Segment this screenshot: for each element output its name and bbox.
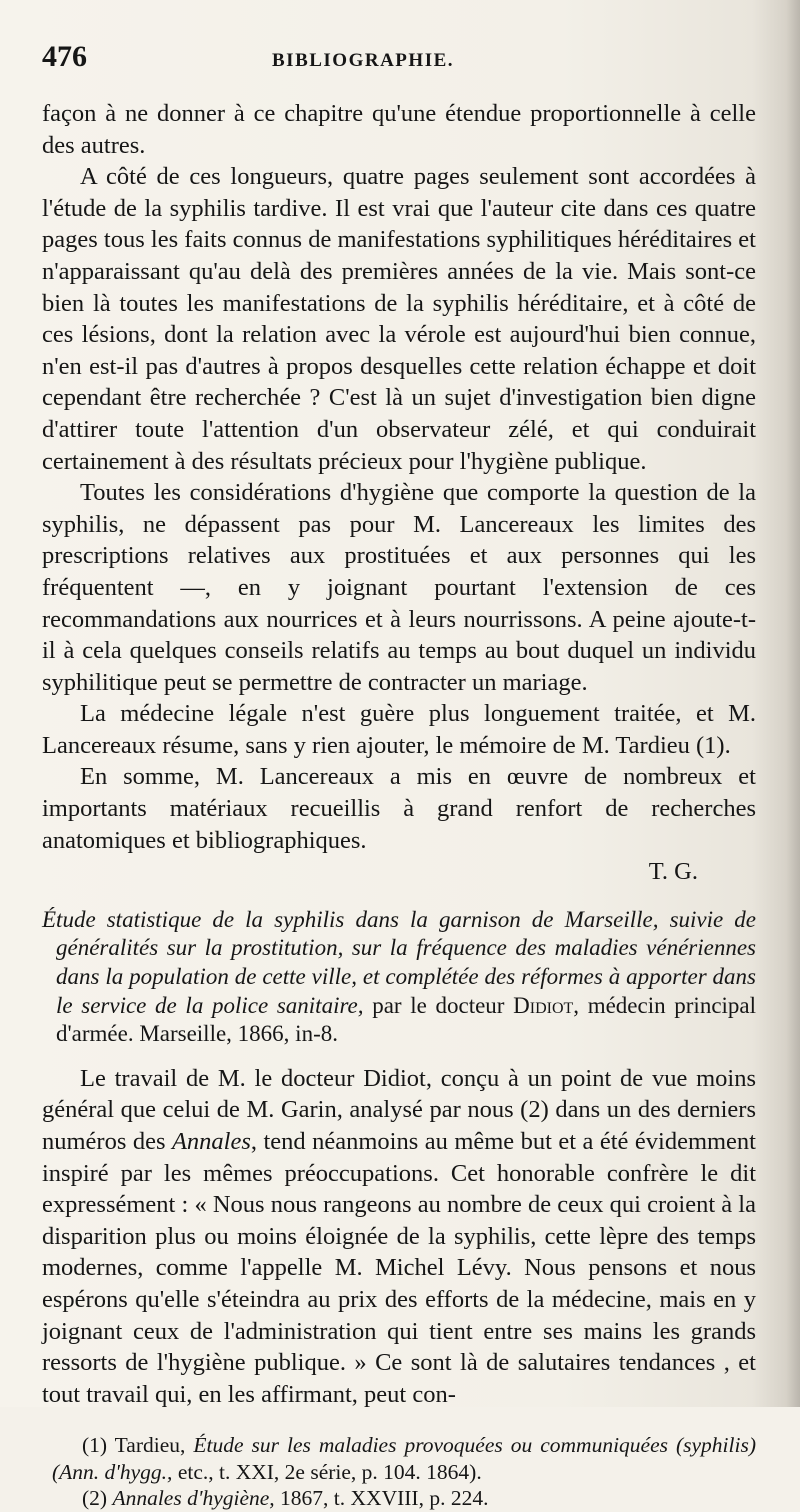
footnote-2 bbox=[52, 1485, 756, 1512]
book-title: Étude statistique de la syphilis dans la garnison de Marseille, suivie de généralités sur la prostitution, sur la fréquence des maladies vénériennes dans la population de cette ville, et complétée des réformes à apporter dans le service de la police sanitaire, bbox=[42, 906, 756, 1018]
signature-line bbox=[42, 856, 756, 888]
page-number: 476 bbox=[42, 40, 87, 73]
paragraph-didiot-review bbox=[42, 1063, 756, 1411]
review-italic-annales: Annales bbox=[171, 1128, 251, 1155]
footnote-2-rest: 1867, t. XXVIII, p. 224. bbox=[280, 1486, 489, 1511]
paragraph-late-syphilis: A côté de ces longueurs, quatre pages seulement sont accordées à l'étude de la syphilis tardive. Il est vrai que l'auteur cite dans ces quatre pages tous les faits connus de manifestations syphilitiques héréditaires et n'apparaissant qu'au delà des premières années de la vie. Mais sont-ce bien là toutes les manifestations de la syphilis héréditaire, et à côté de ces lésions, dont la relation avec la vérole est aujourd'hui bien connue, n'en est-il pas d'autres à propos desquelles cette relation échappe et doit cependant être recherchée ? C'est là un sujet d'investigation bien digne d'attirer toute l'attention d'un observateur zélé, et qui conduirait certainement à des résultats précieux pour l'hygiène publique. bbox=[42, 163, 756, 475]
footnote-1-author: Tardieu, bbox=[114, 1433, 186, 1458]
second-review bbox=[42, 1063, 756, 1411]
review-text-1: Le travail de M. le docteur Didiot, conçu à un point de vue moins général que celui de M. Garin, analysé par nous (2) dans un des derniers numéros des bbox=[42, 1064, 756, 1155]
footnote-1-marker: (1) bbox=[82, 1433, 108, 1458]
footnote-2-journal: Annales d'hygiène, bbox=[112, 1486, 275, 1511]
running-title: BIBLIOGRAPHIE. bbox=[272, 50, 455, 71]
reviewer-signature: T. G. bbox=[648, 858, 698, 886]
conclusion-text: En somme, M. Lancereaux a mis en œuvre de nombreux et importants matériaux recueillis à grand renfort de recherches anatomiques et bibliographiques. bbox=[42, 763, 756, 854]
book-details: , médecin principal d'armée. Marseille, 1866, in-8. bbox=[56, 992, 757, 1047]
footnote-1-journal: (Ann. d'hygg., bbox=[52, 1459, 173, 1484]
review-text-2: , tend néanmoins au même but et a été évidemment inspiré par les mêmes préoccupations. Cet honorable confrère le dit expressément : « Nous nous rangeons au nombre de ceux qui croient à la disparition plus ou moins éloignée de la syphilis, cette lèpre des temps modernes, comme l'appelle M. Michel Lévy. Nous pensons et nous espérons qu'elle s'éteindra au prix des efforts de la médecine, mais en y joignant ceux de l'administration qui tient entre ses mains les grands ressorts de l'hygiène publique. » Ce sont là de salutaires tendances , et tout travail qui, en les affirmant, peut con- bbox=[42, 1128, 756, 1408]
running-header bbox=[42, 40, 756, 76]
footnotes bbox=[42, 1432, 756, 1512]
footnote-2-marker: (2) bbox=[82, 1486, 108, 1511]
paragraph-conclusion bbox=[42, 761, 756, 856]
footnote-1 bbox=[52, 1432, 756, 1485]
review-body bbox=[42, 98, 756, 888]
book-author: Didiot bbox=[513, 992, 574, 1018]
book-by: par le docteur bbox=[372, 992, 505, 1018]
paragraph-legal-medicine: La médecine légale n'est guère plus longuement traitée, et M. Lancereaux résume, sans y rien ajouter, le mémoire de M. Tardieu (1). bbox=[42, 700, 756, 759]
bibliography-entry bbox=[42, 906, 756, 1049]
paragraph-hygiene: Toutes les considérations d'hygiène que comporte la question de la syphilis, ne dépassent pas pour M. Lancereaux les limites des prescriptions relatives aux prostituées et aux personnes qui les fréquentent —, en y joignant pourtant l'extension de ces recommandations aux nourrices et à leurs nourrissons. A peine ajoute-t-il à cela quelques conseils relatifs au temps au bout duquel un individu syphilitique peut se permettre de contracter un mariage. bbox=[42, 479, 756, 696]
footnote-1-rest: etc., t. XXI, 2e série, p. 104. 1864). bbox=[177, 1459, 482, 1484]
footnote-1-title: Étude sur les maladies provoquées ou communiquées (syphilis) bbox=[193, 1433, 756, 1458]
paragraph-continuation: façon à ne donner à ce chapitre qu'une étendue proportionnelle à celle des autres. bbox=[42, 100, 756, 159]
